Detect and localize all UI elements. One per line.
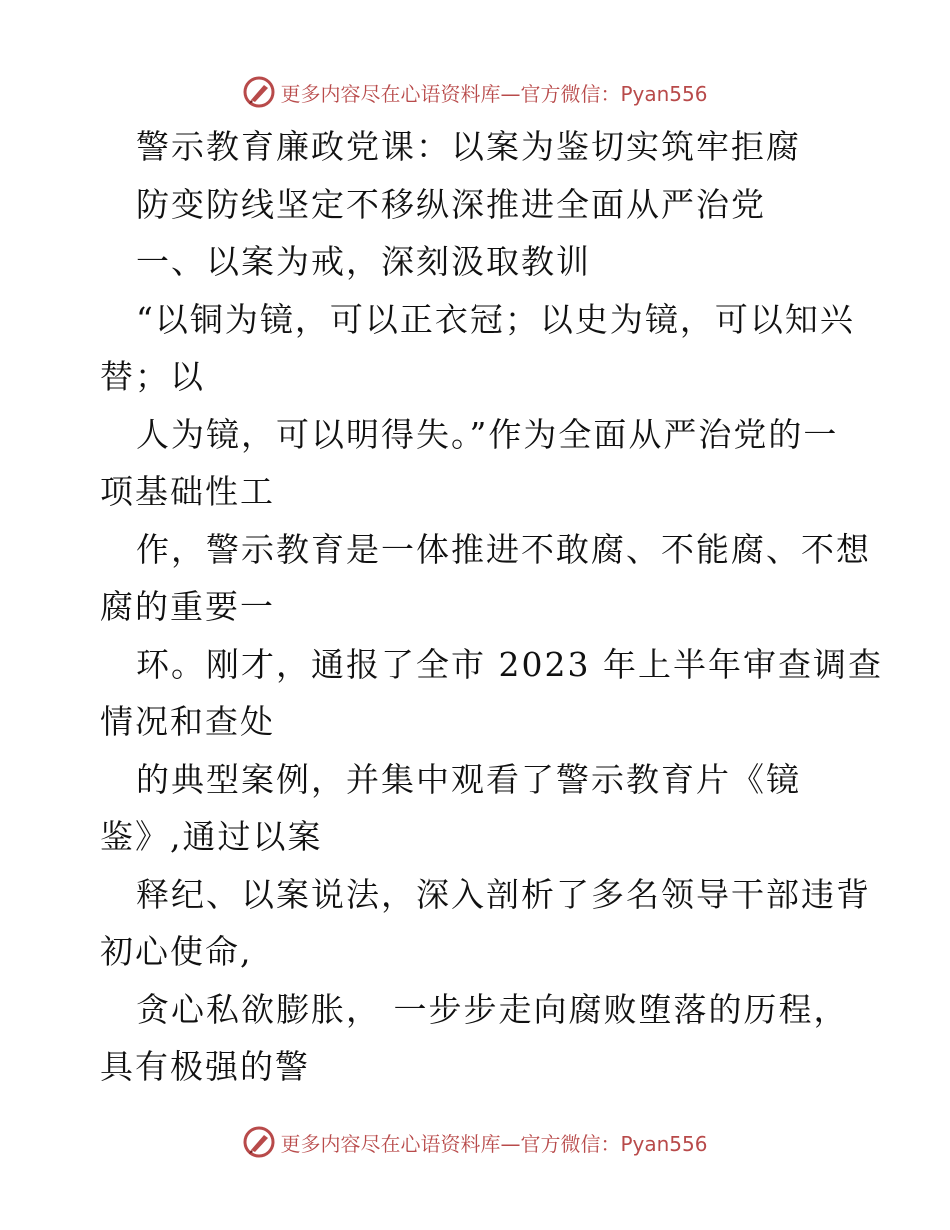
paragraph-line: 环。刚才，通报了全市 2023 年上半年审查调查 (136, 644, 883, 684)
watermark-text: 更多内容尽在心语资料库—官方微信：Pyan556 (280, 81, 708, 106)
paragraph-line: 释纪、以案说法，深入剖析了多名领导干部违背 (136, 874, 871, 914)
paragraph-line: 腐的重要一 (100, 587, 275, 626)
paragraph-line: 情况和查处 (100, 702, 275, 741)
paragraph-line: 具有极强的警 (100, 1047, 310, 1086)
title-line-2: 防变防线坚定不移纵深推进全面从严治党 (136, 184, 766, 224)
header-watermark (0, 72, 950, 112)
paragraph-line: 鉴》,通过以案 (100, 817, 323, 856)
paragraph-line: 替；以 (100, 357, 205, 396)
paragraph-line: “以铜为镜，可以正衣冠；以史为镜，可以知兴 (136, 299, 855, 339)
title-line-1: 警示教育廉政党课：以案为鉴切实筑牢拒腐 (136, 127, 801, 166)
pen-logo-icon (242, 1125, 276, 1159)
paragraph-line: 贪心私欲膨胀， 一步步走向腐败堕落的历程， (136, 989, 849, 1029)
document-body (100, 118, 883, 1096)
pen-logo-icon (242, 75, 276, 109)
section-heading: 一、以案为戒，深刻汲取教训 (136, 242, 591, 281)
paragraph-line: 项基础性工 (100, 472, 275, 511)
paragraph-line: 初心使命, (100, 932, 253, 971)
footer-watermark (0, 1122, 950, 1162)
paragraph-line: 作，警示教育是一体推进不敢腐、不能腐、不想 (136, 529, 871, 569)
paragraph-line: 人为镜，可以明得失。”作为全面从严治党的一 (136, 414, 839, 454)
paragraph-line: 的典型案例，并集中观看了警示教育片《镜 (136, 759, 801, 799)
watermark-text: 更多内容尽在心语资料库—官方微信：Pyan556 (280, 1131, 708, 1156)
